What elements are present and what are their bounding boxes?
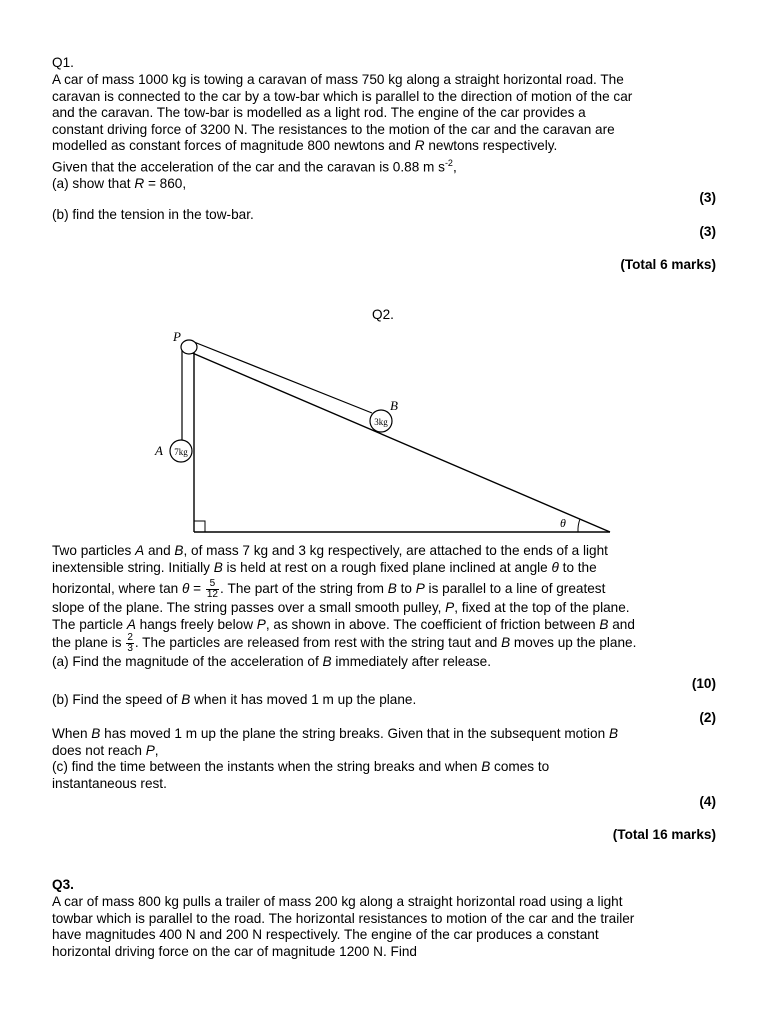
- mass-a-label: 7kg: [174, 447, 188, 457]
- q1-line: modelled as constant forces of magnitude 800 newtons and R newtons respectively.: [52, 138, 558, 153]
- q3-line: A car of mass 800 kg pulls a trailer of mass 200 kg along a straight horizontal road using a light: [52, 894, 623, 909]
- q3-text: [52, 894, 720, 960]
- label-a: A: [155, 443, 163, 458]
- angle-arc: [578, 519, 580, 532]
- q3-line: towbar which is parallel to the road. The horizontal resistances to motion of the car and the trailer: [52, 910, 635, 926]
- q1-mark-b: (3): [699, 224, 716, 239]
- q3-line: have magnitudes 400 N and 200 N respectively. The engine of the car produces a constant: [52, 927, 599, 942]
- angle-theta: θ: [560, 516, 566, 530]
- label-b: B: [390, 398, 398, 413]
- q2-line: slope of the plane. The string passes over a small smooth pulley, P, fixed at the top of the plane.: [52, 600, 630, 615]
- q2-line: Two particles A and B, of mass 7 kg and 3 kg respectively, are attached to the ends of a light: [52, 543, 608, 558]
- q2-line: instantaneous rest.: [52, 775, 167, 791]
- q2-mark-a: (10): [691, 676, 716, 691]
- q1-total: (Total 6 marks): [620, 257, 716, 272]
- q2-total: (Total 16 marks): [612, 827, 716, 842]
- q1-line: constant driving force of 3200 N. The resistances to the motion of the car and the caravan are: [52, 121, 615, 137]
- q2-line: When B has moved 1 m up the plane the string breaks. Given that in the subsequent motion B: [52, 726, 619, 741]
- q1-line: A car of mass 1000 kg is towing a caravan of mass 750 kg along a straight horizontal road. The: [52, 72, 624, 87]
- q2-heading: Q2.: [372, 307, 394, 322]
- inclined-plane: [190, 352, 610, 532]
- q2-part-c: [52, 726, 720, 792]
- q2-line: (c) find the time between the instants when the string breaks and when B comes to: [52, 759, 550, 774]
- mu-fraction: $\frac{2}{3}$: [127, 632, 133, 654]
- tan-fraction: $\frac{5}{12}$: [206, 578, 218, 600]
- q2-part-a: (a) Find the magnitude of the acceleration of B immediately after release.: [52, 654, 492, 669]
- q2-line: does not reach P,: [52, 742, 159, 758]
- q1-part-b: (b) find the tension in the tow-bar.: [52, 207, 254, 222]
- q2-line: the plane is $\frac{2}{3}$ . The particles are released from rest with the string taut and B moves up the plane.: [52, 632, 637, 654]
- q1-line: and the caravan. The tow-bar is modelled as a light rod. The engine of the car provides a: [52, 105, 586, 120]
- q2-part-b: (b) Find the speed of B when it has moved 1 m up the plane.: [52, 692, 417, 707]
- q2-mark-c: (4): [699, 794, 716, 809]
- q2-mark-b: (2): [699, 710, 716, 725]
- q1-part-a: (a) show that R = 860,: [52, 175, 187, 191]
- right-angle-marker: [194, 521, 205, 532]
- q3-heading: Q3.: [52, 877, 74, 892]
- string-upper: [189, 340, 372, 413]
- q1-line: caravan is connected to the car by a tow-bar which is parallel to the direction of motion of the car: [52, 88, 633, 104]
- q2-line: The particle A hangs freely below P, as shown in above. The coefficient of friction between B and: [52, 616, 635, 632]
- q1-mark-a: (3): [699, 190, 716, 205]
- q1-heading: Q1.: [52, 55, 74, 70]
- q1-line: Given that the acceleration of the car and the caravan is 0.88 m $s^{-2}$,: [52, 157, 457, 175]
- pulley-p: [181, 340, 197, 354]
- q3-line: horizontal driving force on the car of magnitude 1200 N. Find: [52, 943, 417, 959]
- mass-b-label: 3kg: [374, 417, 388, 427]
- q2-line: inextensible string. Initially B is held at rest on a rough fixed plane inclined at angle θ to the: [52, 559, 597, 575]
- label-p: P: [173, 329, 181, 344]
- q2-text: [52, 543, 720, 671]
- q2-line: horizontal, where tan θ = $\frac{5}{12}$ . The part of the string from B to P is parallel to a line of greatest: [52, 578, 606, 600]
